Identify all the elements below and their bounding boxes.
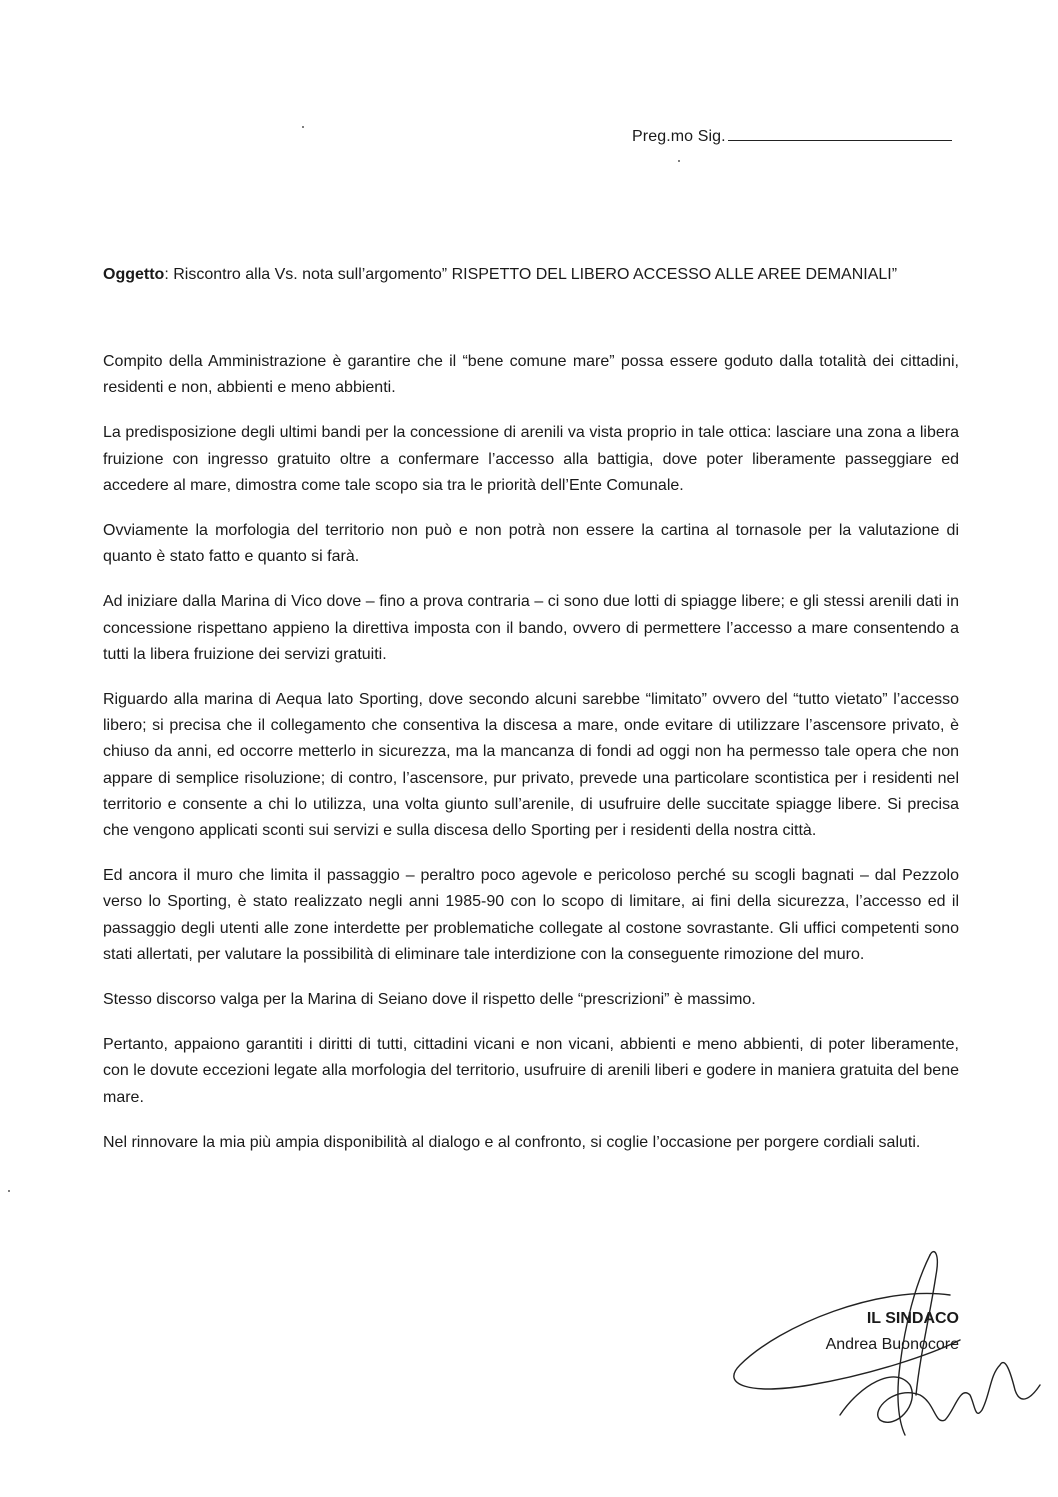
subject-line — [103, 266, 963, 284]
subject-text: : Riscontro alla Vs. nota sull’argomento” RISPETTO DEL LIBERO ACCESSO ALLE AREE DEMANIALI” — [164, 266, 898, 283]
signatory-title: IL SINDACO — [866, 1310, 959, 1327]
signatory-name: Andrea Buonocore — [825, 1336, 959, 1353]
paragraph: Ad iniziare dalla Marina di Vico dove – fino a prova contraria – ci sono due lotti di spiagge libere; e gli stessi arenili dati in concessione rispettano appieno la direttiva imposta con il bando, ovvero di permettere l’accesso a mare consentendo a tutti la libera fruizione dei servizi gratuiti. — [103, 593, 959, 663]
paragraph: Stesso discorso valga per la Marina di Seiano dove il rispetto delle “prescrizioni” è massimo. — [103, 991, 756, 1009]
scan-speck — [8, 1190, 10, 1192]
paragraph: La predisposizione degli ultimi bandi per la concessione di arenili va vista proprio in tale ottica: lasciare una zona a libera fruizione con ingresso gratuito oltre a confermare l’accesso alla battigia, dove poter liberamente passeggiare ed accedere al mare, dimostra come tale scopo sia tra le priorità dell’Ente Comunale. — [103, 424, 959, 494]
recipient-label: Preg.mo Sig. — [632, 128, 726, 145]
paragraph: Riguardo alla marina di Aequa lato Sporting, dove secondo alcuni sarebbe “limitato” ovvero del “tutto vietato” l’accesso libero; si precisa che il collegamento che consentiva la discesa a mare, onde evitare di utilizzare l’ascensore privato, è chiuso da anni, ed occorre metterlo in sicurezza, ma la mancanza di fondi ad oggi non ha permesso tale opera che non appare di semplice risoluzione; di contro, l’ascensore, pur privato, prevede una particolare scontistica per i residenti nel territorio e consente a chi lo utilizza, una volta giunto sull’arenile, di usufruire delle succitate spiagge libere. Si precisa che vengono applicati sconti sui servizi e sulla discesa dello Sporting per i residenti della nostra città. — [103, 691, 959, 840]
subject-label: Oggetto — [103, 266, 165, 283]
scan-speck — [302, 126, 304, 128]
recipient-blank-field — [728, 126, 952, 141]
paragraph: Nel rinnovare la mia più ampia disponibilità al dialogo e al confronto, si coglie l’occasione per porgere cordiali saluti. — [103, 1133, 921, 1151]
handwritten-signature — [720, 1245, 1050, 1445]
paragraph: Pertanto, appaiono garantiti i diritti di tutti, cittadini vicani e non vicani, abbienti e meno abbienti, di poter liberamente, con le dovute eccezioni legate alla morfologia del territorio, usufruire di arenili liberi e godere in maniera gratuita del bene mare. — [103, 1036, 959, 1106]
paragraph: Ed ancora il muro che limita il passaggio – peraltro poco agevole e pericoloso perché su scogli bagnati – dal Pezzolo verso lo Sporting, è stato realizzato negli anni 1985-90 con lo scopo di limitare, ai fini della sicurezza, l’accesso ed il passaggio degli utenti alle zone interdette per problematiche collegate al costone sovrastante. Gli uffici competenti sono stati allertati, per valutare la possibilità di eliminare tale interdizione con la conseguente rimozione del muro. — [103, 867, 959, 963]
scan-speck — [678, 160, 680, 162]
letter-body — [103, 349, 959, 1175]
recipient-line — [632, 126, 952, 146]
paragraph: Ovviamente la morfologia del territorio non può e non potrà non essere la cartina al tornasole per la valutazione di quanto è stato fatto e quanto si farà. — [103, 522, 959, 566]
paragraph: Compito della Amministrazione è garantire che il “bene comune mare” possa essere goduto dalla totalità dei cittadini, residenti e non, abbienti e meno abbienti. — [103, 353, 959, 397]
